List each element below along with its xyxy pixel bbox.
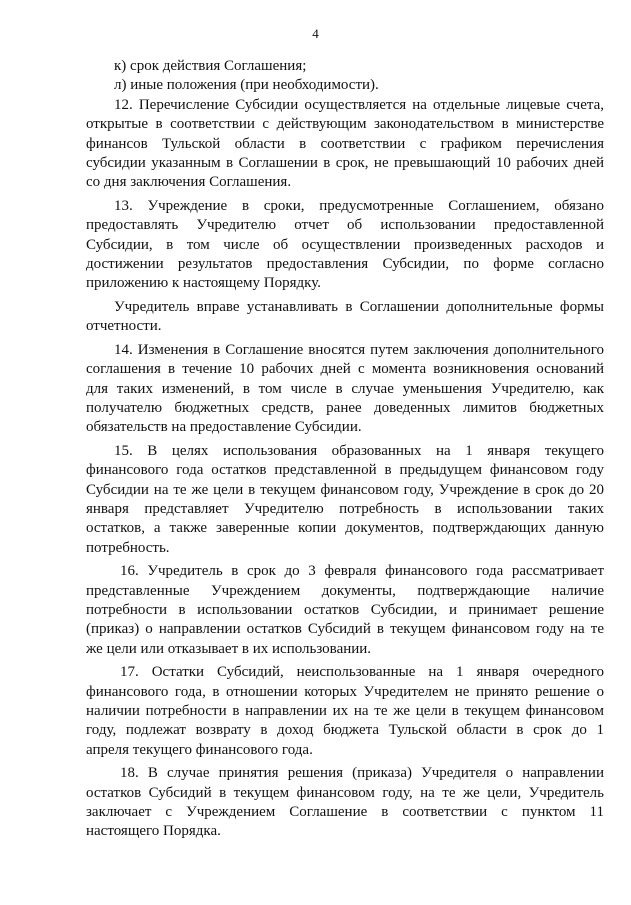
text-line: финансового года остатков представленной в предыдущем финансовом году — [86, 462, 604, 479]
paragraph-p15 — [86, 442, 604, 558]
text-line: Учредитель вправе устанавливать в Соглашении дополнительные формы — [114, 298, 604, 315]
paragraph-p13 — [86, 197, 604, 294]
text-line: 17. Остатки Субсидий, неиспользованные на 1 января очередного — [120, 664, 604, 681]
text-line: 13. Учреждение в сроки, предусмотренные Соглашением, обязано — [114, 197, 604, 214]
text-line: представленные Учреждением документы, подтверждающие наличие — [86, 582, 604, 599]
text-line: же цели или отказывает в их использовании. — [86, 640, 372, 657]
text-line: для таких изменений, в том числе в случае уменьшения Учредителю, как — [86, 380, 604, 397]
text-line: 14. Изменения в Соглашение вносятся путем заключения дополнительного — [114, 341, 604, 358]
text-line: предоставлять Учредителю отчет об использовании предоставленной — [86, 217, 604, 234]
text-line: апреля текущего финансового года. — [86, 741, 313, 758]
document-body — [86, 57, 604, 842]
text-line: потребность. — [86, 539, 170, 556]
text-line: 15. В целях использования образованных на 1 января текущего — [114, 442, 604, 459]
text-line: соглашения в течение 10 рабочих дней с момента возникновения оснований — [86, 361, 604, 378]
text-line: января представляет Учредителю потребность в использовании таких — [86, 500, 604, 517]
text-line: финансов Тульской области в соответствии с графиком перечисления — [86, 135, 604, 152]
text-line: л) иные положения (при необходимости). — [114, 77, 379, 94]
text-line: приложению к настоящему Порядку. — [86, 275, 321, 292]
text-line: 18. В случае принятия решения (приказа) Учредителя о направлении — [120, 765, 604, 782]
paragraph-p18 — [86, 764, 604, 842]
paragraph-p17 — [86, 663, 604, 760]
text-line: к) срок действия Соглашения; — [114, 58, 307, 74]
text-line: Субсидии на те же цели в текущем финансовом году, Учреждение в срок до 20 — [86, 481, 604, 498]
text-line: заключает с Учреждением Соглашение в соответствии с пунктом 11 — [86, 804, 604, 821]
paragraph-p13b — [86, 298, 604, 337]
text-line: наличии потребности в направлении их на те же цели в текущем финансовом — [86, 703, 604, 719]
text-line: 12. Перечисление Субсидии осуществляется на отдельные лицевые счета, — [114, 96, 604, 113]
text-line: (приказ) о направлении остатков Субсидий в текущем финансовом году на те — [86, 621, 604, 638]
paragraph-p12 — [86, 96, 604, 193]
paragraph-p16 — [86, 562, 604, 659]
paragraph-l — [86, 76, 604, 95]
paragraph-p14 — [86, 341, 604, 438]
text-line: отчетности. — [86, 318, 162, 335]
page-number: 4 — [312, 26, 319, 41]
text-line: получателю бюджетных средств, ранее доведенных лимитов бюджетных — [86, 399, 604, 416]
text-line: открытые в соответствии с действующим законодательством в министерстве — [86, 116, 604, 133]
text-line: достижении результатов предоставления Субсидии, по форме согласно — [86, 256, 604, 273]
text-line: потребности в использовании остатков Субсидии, и принимает решение — [86, 601, 604, 618]
text-line: финансового года, в отношении которых Учредителем не принято решение о — [86, 683, 604, 700]
text-line: Субсидии, в том числе об осуществлении произведенных расходов и — [86, 236, 604, 253]
text-line: со дня заключения Соглашения. — [86, 174, 292, 191]
text-line: году, подлежат возврату в доход бюджета Тульской области в срок до 1 — [86, 722, 604, 739]
text-line: остатков Субсидий в текущем финансовом году, на те же цели, Учредитель — [86, 784, 604, 801]
text-line: обязательств на предоставление Субсидии. — [86, 419, 362, 436]
text-line: субсидии указанным в Соглашении в срок, не превышающий 10 рабочих дней — [86, 155, 604, 172]
text-line: настоящего Порядка. — [86, 823, 221, 840]
paragraph-k — [86, 57, 604, 76]
text-line: остатков, а также заверенные копии документов, подтверждающих данную — [86, 520, 604, 537]
text-line: 16. Учредитель в срок до 3 февраля финансового года рассматривает — [120, 563, 604, 580]
